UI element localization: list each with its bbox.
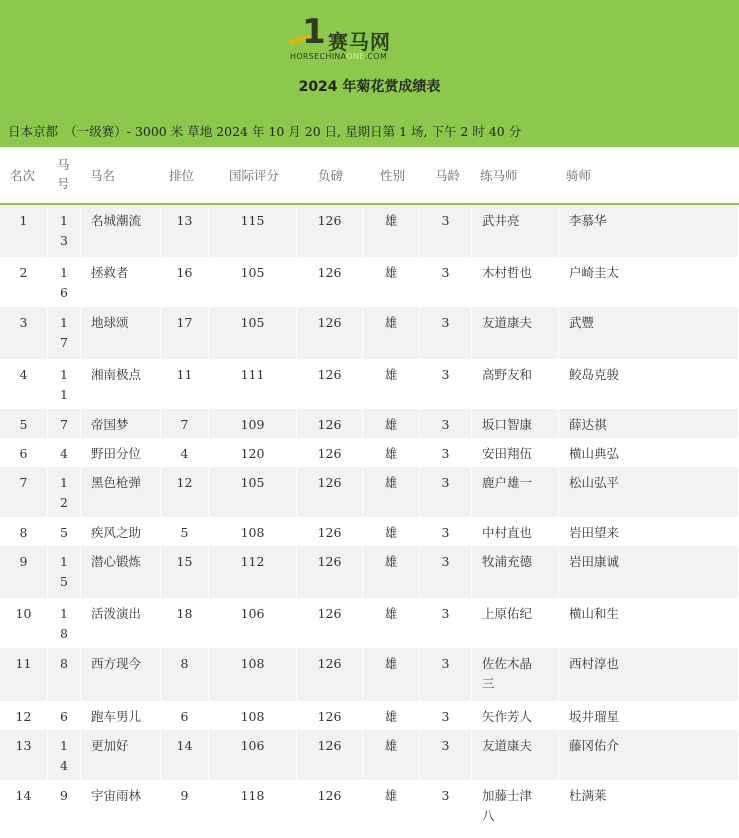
age-cell: 3 (420, 701, 472, 730)
weight-cell: 126 (297, 701, 363, 730)
draw-cell: 5 (161, 517, 209, 546)
rating-cell: 111 (209, 359, 297, 409)
rank-cell: 11 (0, 648, 48, 701)
rating-cell: 118 (209, 780, 297, 833)
table-row (0, 257, 739, 307)
rank-cell: 12 (0, 701, 48, 730)
rating-cell: 105 (209, 307, 297, 359)
draw-cell: 13 (161, 205, 209, 257)
horse-name-cell: 名城潮流 (81, 205, 161, 257)
rank-cell: 2 (0, 257, 48, 307)
age-cell: 3 (420, 409, 472, 438)
col-header-number: 马号 (57, 157, 70, 191)
horse-name-cell: 更加好 (81, 730, 161, 780)
rank-cell: 1 (0, 205, 48, 257)
jockey-cell: 岩田康诚 (559, 546, 739, 598)
logo-numeral: 1 (302, 12, 326, 52)
table-row (0, 780, 739, 833)
trainer-cell: 武井亮 (472, 205, 559, 257)
weight-cell: 126 (297, 359, 363, 409)
col-header-rank: 名次 (10, 168, 36, 183)
col-header-jockey: 骑师 (566, 168, 592, 183)
rating-cell: 105 (209, 467, 297, 517)
jockey-cell: 松山弘平 (559, 467, 739, 517)
age-cell: 3 (420, 467, 472, 517)
horse-name-cell: 跑车男儿 (81, 701, 161, 730)
col-header-rating: 国际评分 (229, 168, 280, 183)
rank-cell: 13 (0, 730, 48, 780)
rating-cell: 120 (209, 438, 297, 467)
rating-cell: 112 (209, 546, 297, 598)
weight-cell: 126 (297, 546, 363, 598)
col-header-weight: 负磅 (318, 168, 344, 183)
number-cell: 4 (48, 438, 81, 467)
draw-cell: 17 (161, 307, 209, 359)
horse-name-cell: 潜心锻炼 (81, 546, 161, 598)
weight-cell: 126 (297, 409, 363, 438)
trainer-cell: 友道康夫 (472, 730, 559, 780)
number-cell: 5 (48, 517, 81, 546)
age-cell: 3 (420, 205, 472, 257)
col-header-age: 马龄 (435, 168, 461, 183)
rank-cell: 8 (0, 517, 48, 546)
jockey-cell: 横山典弘 (559, 438, 739, 467)
weight-cell: 126 (297, 438, 363, 467)
weight-cell: 126 (297, 517, 363, 546)
weight-cell: 126 (297, 780, 363, 833)
number-cell: 7 (48, 409, 81, 438)
header-banner (0, 0, 739, 147)
trainer-cell: 坂口智康 (472, 409, 559, 438)
number-cell: 6 (48, 701, 81, 730)
table-row (0, 307, 739, 359)
jockey-cell: 岩田望来 (559, 517, 739, 546)
col-header-sex: 性别 (380, 168, 406, 183)
rank-cell: 5 (0, 409, 48, 438)
rank-cell: 6 (0, 438, 48, 467)
horse-name-cell: 西方现今 (81, 648, 161, 701)
site-logo[interactable] (288, 12, 428, 68)
col-header-trainer: 练马师 (480, 168, 518, 183)
rank-cell: 7 (0, 467, 48, 517)
sex-cell: 雄 (363, 546, 420, 598)
number-cell: 1 6 (48, 257, 81, 307)
weight-cell: 126 (297, 467, 363, 517)
jockey-cell: 坂井瑠星 (559, 701, 739, 730)
rating-cell: 105 (209, 257, 297, 307)
number-cell: 1 2 (48, 467, 81, 517)
number-cell: 1 8 (48, 598, 81, 648)
weight-cell: 126 (297, 257, 363, 307)
sex-cell: 雄 (363, 730, 420, 780)
table-row (0, 467, 739, 517)
horse-name-cell: 黑色枪弹 (81, 467, 161, 517)
logo-text: 赛马网 (328, 30, 391, 54)
rank-cell: 4 (0, 359, 48, 409)
rating-cell: 108 (209, 648, 297, 701)
draw-cell: 16 (161, 257, 209, 307)
sex-cell: 雄 (363, 307, 420, 359)
horse-name-cell: 地球颂 (81, 307, 161, 359)
sex-cell: 雄 (363, 598, 420, 648)
rank-cell: 9 (0, 546, 48, 598)
age-cell: 3 (420, 780, 472, 833)
trainer-cell: 加藤士津 八 (472, 780, 559, 833)
horse-name-cell: 帝国梦 (81, 409, 161, 438)
jockey-cell: 薛达祺 (559, 409, 739, 438)
trainer-cell: 牧浦充德 (472, 546, 559, 598)
age-cell: 3 (420, 517, 472, 546)
logo-domain: HORSECHINAONE.COM (290, 52, 388, 61)
age-cell: 3 (420, 438, 472, 467)
weight-cell: 126 (297, 205, 363, 257)
draw-cell: 6 (161, 701, 209, 730)
sex-cell: 雄 (363, 257, 420, 307)
number-cell: 8 (48, 648, 81, 701)
table-row (0, 648, 739, 701)
col-header-draw: 排位 (169, 168, 195, 183)
trainer-cell: 矢作芳人 (472, 701, 559, 730)
jockey-cell: 武豐 (559, 307, 739, 359)
number-cell: 1 5 (48, 546, 81, 598)
table-row (0, 701, 739, 730)
trainer-cell: 佐佐木晶 三 (472, 648, 559, 701)
jockey-cell: 鲛岛克骏 (559, 359, 739, 409)
horse-name-cell: 疾风之助 (81, 517, 161, 546)
draw-cell: 7 (161, 409, 209, 438)
weight-cell: 126 (297, 307, 363, 359)
sex-cell: 雄 (363, 648, 420, 701)
age-cell: 3 (420, 648, 472, 701)
table-row (0, 517, 739, 546)
jockey-cell: 横山和生 (559, 598, 739, 648)
sex-cell: 雄 (363, 467, 420, 517)
draw-cell: 8 (161, 648, 209, 701)
number-cell: 1 4 (48, 730, 81, 780)
trainer-cell: 上原佑纪 (472, 598, 559, 648)
draw-cell: 4 (161, 438, 209, 467)
rating-cell: 115 (209, 205, 297, 257)
jockey-cell: 李慕华 (559, 205, 739, 257)
draw-cell: 12 (161, 467, 209, 517)
table-row (0, 438, 739, 467)
rating-cell: 106 (209, 730, 297, 780)
horse-name-cell: 活泼演出 (81, 598, 161, 648)
trainer-cell: 友道康夫 (472, 307, 559, 359)
draw-cell: 9 (161, 780, 209, 833)
table-row (0, 730, 739, 780)
sex-cell: 雄 (363, 701, 420, 730)
age-cell: 3 (420, 598, 472, 648)
rank-cell: 10 (0, 598, 48, 648)
draw-cell: 14 (161, 730, 209, 780)
sex-cell: 雄 (363, 780, 420, 833)
horse-name-cell: 拯救者 (81, 257, 161, 307)
horse-name-cell: 湘南极点 (81, 359, 161, 409)
age-cell: 3 (420, 546, 472, 598)
page-title: 2024 年菊花赏成绩表 (298, 79, 441, 95)
weight-cell: 126 (297, 730, 363, 780)
sex-cell: 雄 (363, 359, 420, 409)
jockey-cell: 户崎圭太 (559, 257, 739, 307)
table-row (0, 409, 739, 438)
age-cell: 3 (420, 257, 472, 307)
age-cell: 3 (420, 307, 472, 359)
rating-cell: 109 (209, 409, 297, 438)
sex-cell: 雄 (363, 409, 420, 438)
age-cell: 3 (420, 730, 472, 780)
sex-cell: 雄 (363, 205, 420, 257)
trainer-cell: 安田翔伍 (472, 438, 559, 467)
trainer-cell: 高野友和 (472, 359, 559, 409)
trainer-cell: 中村直也 (472, 517, 559, 546)
results-table (0, 205, 739, 833)
table-row (0, 598, 739, 648)
number-cell: 1 7 (48, 307, 81, 359)
jockey-cell: 西村淳也 (559, 648, 739, 701)
table-row (0, 546, 739, 598)
col-header-name: 马名 (90, 168, 116, 183)
number-cell: 1 1 (48, 359, 81, 409)
trainer-cell: 鹿户雄一 (472, 467, 559, 517)
sex-cell: 雄 (363, 438, 420, 467)
weight-cell: 126 (297, 648, 363, 701)
age-cell: 3 (420, 359, 472, 409)
weight-cell: 126 (297, 598, 363, 648)
horse-name-cell: 野田分位 (81, 438, 161, 467)
trainer-cell: 木村哲也 (472, 257, 559, 307)
draw-cell: 18 (161, 598, 209, 648)
rank-cell: 14 (0, 780, 48, 833)
draw-cell: 11 (161, 359, 209, 409)
number-cell: 1 3 (48, 205, 81, 257)
sex-cell: 雄 (363, 517, 420, 546)
table-header (0, 147, 739, 205)
race-info: 日本京都 （一级赛）- 3000 米 草地 2024 年 10 月 20 日, 星期日第 1 场, 下午 2 时 40 分 (8, 124, 522, 139)
table-row (0, 205, 739, 257)
number-cell: 9 (48, 780, 81, 833)
rank-cell: 3 (0, 307, 48, 359)
rating-cell: 108 (209, 701, 297, 730)
draw-cell: 15 (161, 546, 209, 598)
jockey-cell: 杜满莱 (559, 780, 739, 833)
rating-cell: 108 (209, 517, 297, 546)
rating-cell: 106 (209, 598, 297, 648)
jockey-cell: 藤冈佑介 (559, 730, 739, 780)
horse-name-cell: 宇宙雨林 (81, 780, 161, 833)
table-row (0, 359, 739, 409)
